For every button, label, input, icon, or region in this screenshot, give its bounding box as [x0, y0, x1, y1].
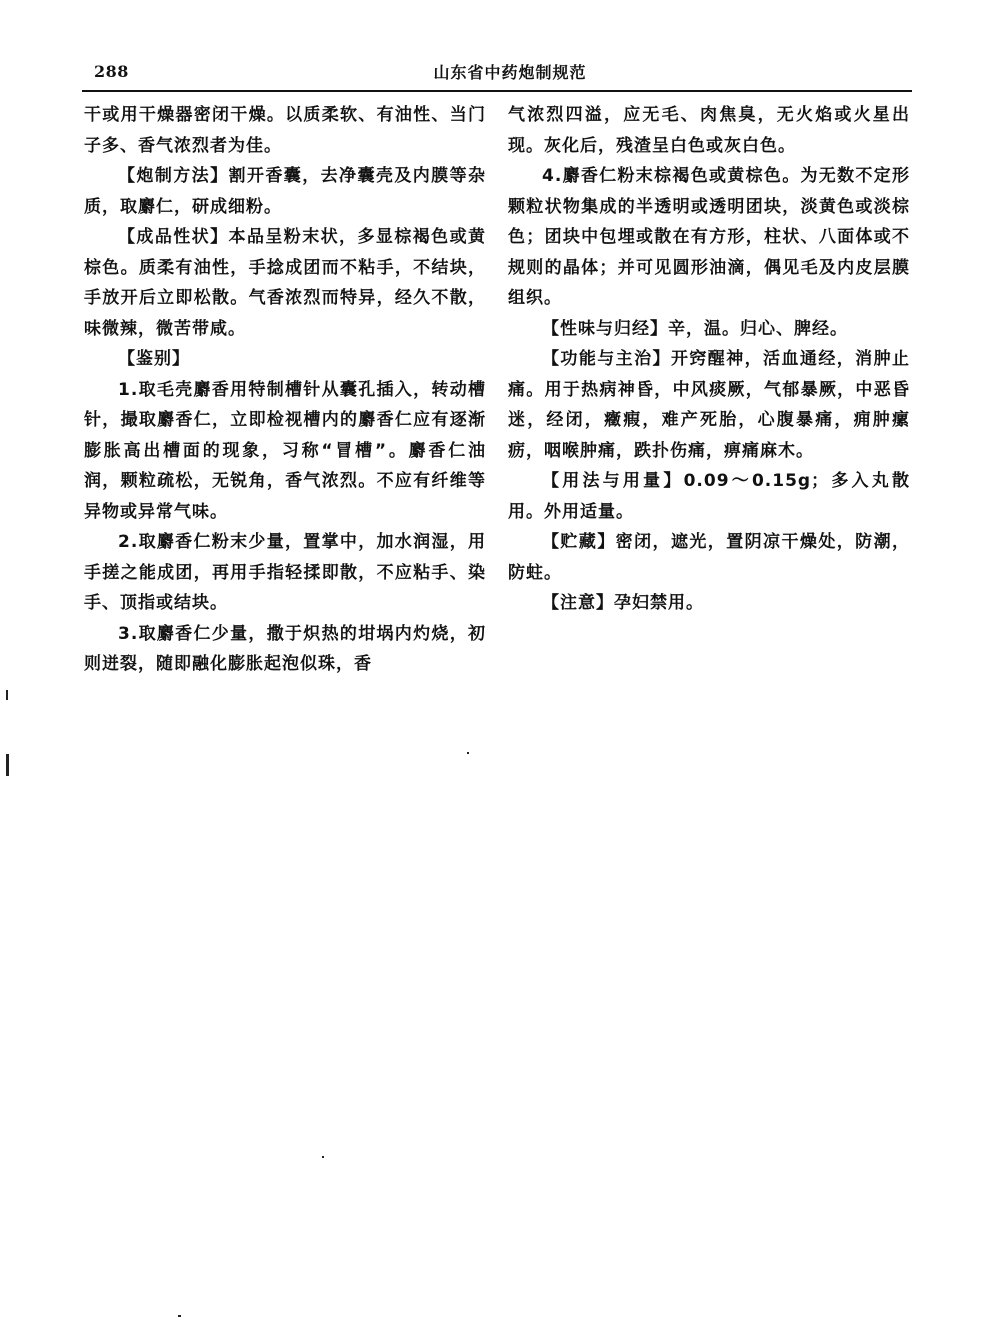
paragraph-identification-3: 3.取麝香仁少量，撒于炽热的坩埚内灼烧，初则迸裂，随即融化膨胀起泡似珠，香 [84, 623, 486, 674]
scan-mark [6, 690, 8, 700]
scan-mark [178, 1315, 181, 1317]
page-number: 288 [94, 62, 129, 81]
left-column [84, 100, 486, 680]
paragraph-identification-1: 1.取毛壳麝香用特制槽针从囊孔插入，转动槽针，撮取麝香仁，立即检视槽内的麝香仁应有逐渐膨胀高出槽面的现象，习称“冒槽”。麝香仁油润，颗粒疏松，无锐角，香气浓烈。不应有纤维等异物或异常气味。 [84, 379, 486, 522]
running-title: 山东省中药炮制规范 [433, 63, 587, 82]
scan-mark [6, 754, 9, 776]
paragraph-identification-2: 2.取麝香仁粉末少量，置掌中，加水润湿，用手搓之能成团，再用手指轻揉即散，不应粘手、染手、顶指或结块。 [84, 532, 486, 613]
scan-mark [322, 1156, 324, 1158]
paragraph-storage: 【贮藏】密闭，遮光，置阴凉干燥处，防潮，防蛀。 [508, 532, 910, 583]
paragraph-caution: 【注意】孕妇禁用。 [542, 593, 704, 613]
paragraph-taste-meridian: 【性味与归经】辛，温。归心、脾经。 [542, 318, 848, 339]
paragraph-identification-4: 4.麝香仁粉末棕褐色或黄棕色。为无数不定形颗粒状物集成的半透明或透明团块，淡黄色或淡棕色；团块中包埋或散在有方形，柱状、八面体或不规则的晶体；并可见圆形油滴，偶见毛及内皮层膜组织。 [508, 166, 910, 308]
paragraph-product-properties: 【成品性状】本品呈粉末状，多显棕褐色或黄棕色。质柔有油性，手捻成团而不粘手，不结块，手放开后立即松散。气香浓烈而特异，经久不散，味微辣，微苦带咸。 [84, 227, 486, 339]
paragraph-drying: 干或用干燥器密闭干燥。以质柔软、有油性、当门子多、香气浓烈者为佳。 [84, 105, 486, 156]
paragraph-processing-method: 【炮制方法】割开香囊，去净囊壳及内膜等杂质，取麝仁，研成细粉。 [84, 166, 486, 217]
right-column [508, 100, 910, 619]
scan-mark [467, 752, 469, 754]
header-rule [82, 90, 912, 92]
paragraph-usage-dosage: 【用法与用量】0.09～0.15g；多入丸散用。外用适量。 [508, 471, 910, 522]
paragraph-identification-3-continued: 气浓烈四溢，应无毛、肉焦臭，无火焰或火星出现。灰化后，残渣呈白色或灰白色。 [508, 105, 910, 156]
heading-identification: 【鉴别】 [118, 349, 190, 369]
paragraph-functions-indications: 【功能与主治】开窍醒神，活血通经，消肿止痛。用于热病神昏，中风痰厥，气郁暴厥，中恶昏迷，经闭，癥瘕，难产死胎，心腹暴痛，痈肿瘰疬，咽喉肿痛，跌扑伤痛，痹痛麻木。 [508, 349, 910, 461]
